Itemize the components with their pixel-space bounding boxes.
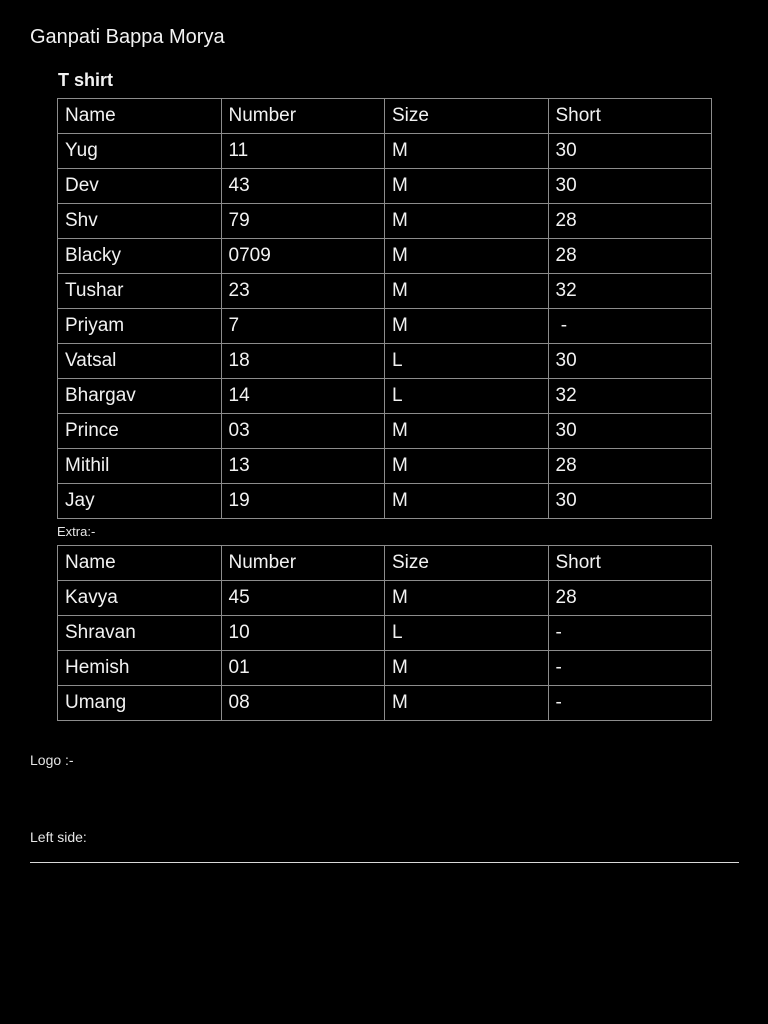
cell-name: Priyam: [58, 309, 222, 344]
table-row: [58, 239, 712, 274]
cell-size: M: [385, 651, 549, 686]
cell-name: Tushar: [58, 274, 222, 309]
cell-size: M: [385, 484, 549, 519]
table-row: [58, 169, 712, 204]
table-row: [58, 449, 712, 484]
tshirt-table: [57, 98, 712, 519]
cell-size: M: [385, 239, 549, 274]
cell-name: Jay: [58, 484, 222, 519]
cell-short: 32: [548, 274, 712, 309]
header-cell-number: Number: [221, 99, 385, 134]
cell-short: -: [548, 651, 712, 686]
cell-name: Mithil: [58, 449, 222, 484]
header-cell-number: Number: [221, 546, 385, 581]
header-cell-short: Short: [548, 99, 712, 134]
cell-number: 7: [221, 309, 385, 344]
cell-number: 13: [221, 449, 385, 484]
cell-short: 30: [548, 344, 712, 379]
cell-size: M: [385, 134, 549, 169]
cell-size: L: [385, 379, 549, 414]
logo-note: Logo :-: [30, 752, 74, 768]
cell-short: 30: [548, 169, 712, 204]
cell-short: 28: [548, 239, 712, 274]
cell-number: 19: [221, 484, 385, 519]
cell-size: M: [385, 449, 549, 484]
cell-name: Kavya: [58, 581, 222, 616]
cell-number: 18: [221, 344, 385, 379]
table-header-row: [58, 546, 712, 581]
extra-table: [57, 545, 712, 721]
cell-name: Vatsal: [58, 344, 222, 379]
table-row: [58, 309, 712, 344]
cell-name: Umang: [58, 686, 222, 721]
cell-name: Dev: [58, 169, 222, 204]
table-row: [58, 379, 712, 414]
table-row: [58, 344, 712, 379]
cell-short: 30: [548, 484, 712, 519]
header-cell-size: Size: [385, 99, 549, 134]
cell-number: 23: [221, 274, 385, 309]
table-row: [58, 414, 712, 449]
table-row: [58, 616, 712, 651]
cell-short: 32: [548, 379, 712, 414]
cell-size: M: [385, 581, 549, 616]
cell-size: M: [385, 204, 549, 239]
header-cell-name: Name: [58, 99, 222, 134]
cell-size: M: [385, 309, 549, 344]
cell-number: 01: [221, 651, 385, 686]
cell-name: Hemish: [58, 651, 222, 686]
cell-short: -: [548, 309, 712, 344]
table-header-row: [58, 99, 712, 134]
table-row: [58, 581, 712, 616]
cell-short: 28: [548, 581, 712, 616]
cell-name: Blacky: [58, 239, 222, 274]
table-row: [58, 134, 712, 169]
cell-size: L: [385, 344, 549, 379]
header-cell-size: Size: [385, 546, 549, 581]
cell-name: Bhargav: [58, 379, 222, 414]
cell-name: Shravan: [58, 616, 222, 651]
page-title: Ganpati Bappa Morya: [30, 26, 225, 48]
table-row: [58, 651, 712, 686]
cell-short: -: [548, 686, 712, 721]
header-cell-short: Short: [548, 546, 712, 581]
divider-line: [30, 862, 739, 863]
cell-name: Yug: [58, 134, 222, 169]
cell-name: Shv: [58, 204, 222, 239]
cell-size: M: [385, 169, 549, 204]
table-row: [58, 274, 712, 309]
cell-number: 08: [221, 686, 385, 721]
cell-number: 43: [221, 169, 385, 204]
section-heading-tshirt: T shirt: [58, 70, 114, 90]
cell-short: 28: [548, 449, 712, 484]
cell-short: 30: [548, 414, 712, 449]
cell-number: 03: [221, 414, 385, 449]
cell-number: 14: [221, 379, 385, 414]
cell-size: M: [385, 686, 549, 721]
cell-number: 45: [221, 581, 385, 616]
table-row: [58, 204, 712, 239]
left-side-note: Left side:: [30, 829, 87, 845]
cell-short: 28: [548, 204, 712, 239]
extra-label: Extra:-: [57, 524, 96, 539]
cell-short: -: [548, 616, 712, 651]
cell-number: 10: [221, 616, 385, 651]
header-cell-name: Name: [58, 546, 222, 581]
cell-size: M: [385, 274, 549, 309]
table-row: [58, 686, 712, 721]
cell-name: Prince: [58, 414, 222, 449]
cell-short: 30: [548, 134, 712, 169]
table-row: [58, 484, 712, 519]
cell-number: 79: [221, 204, 385, 239]
cell-size: M: [385, 414, 549, 449]
cell-number: 11: [221, 134, 385, 169]
cell-number: 0709: [221, 239, 385, 274]
cell-size: L: [385, 616, 549, 651]
